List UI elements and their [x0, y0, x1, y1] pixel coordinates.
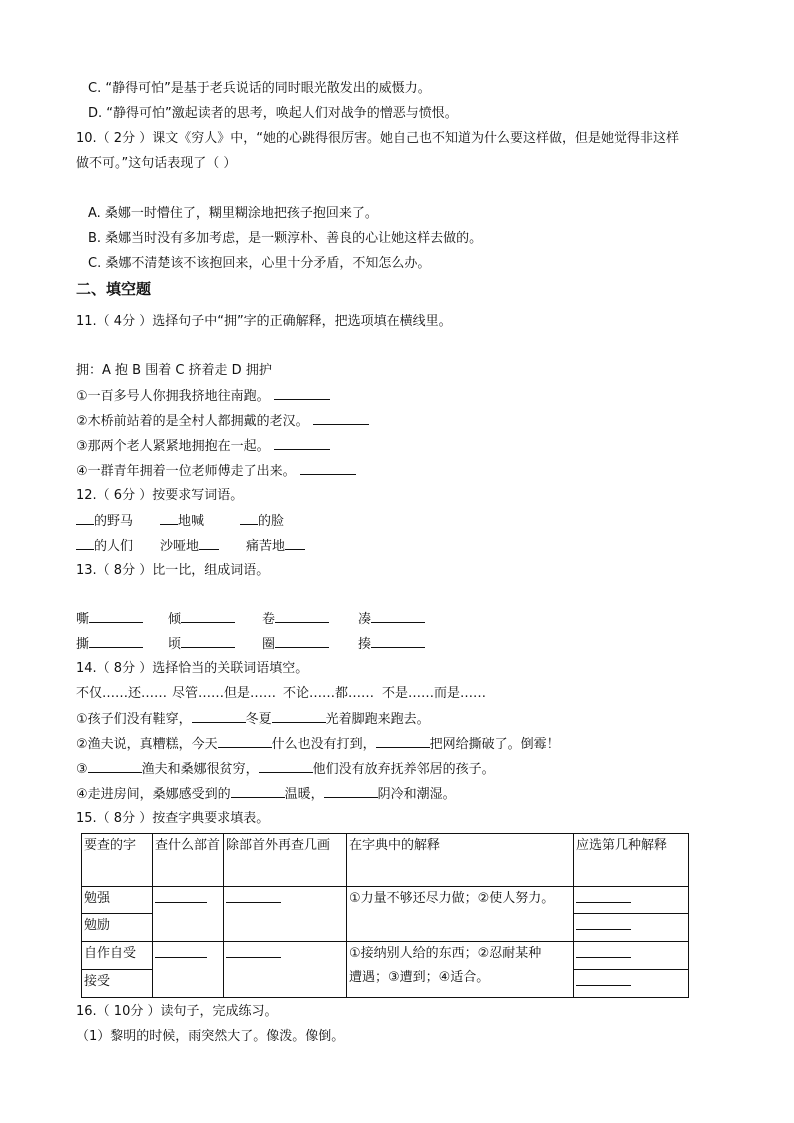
q14-s1-part3: 光着脚跑来跑去。 — [325, 712, 430, 727]
q13-char-juan: 卷 — [262, 612, 276, 627]
q12-row-1 — [76, 512, 133, 531]
q12-row-2b — [160, 537, 219, 556]
q11-item-1 — [76, 387, 330, 406]
g1-choice-blank-1[interactable] — [576, 901, 631, 903]
q12-blank-5[interactable] — [199, 537, 219, 550]
q16-stem: 16.（ 10分 ）读句子，完成练习。 — [76, 1004, 278, 1019]
q12-row-1c — [240, 512, 284, 531]
q14-word-3: 不论……都…… — [283, 686, 375, 701]
g1-choice-blank-2[interactable] — [576, 928, 631, 930]
q11-item-2-text: ②木桥前站着的是全村人都拥戴的老汉。 — [76, 414, 309, 429]
q12-blank-6[interactable] — [285, 537, 305, 550]
q12-row-1b — [160, 512, 204, 531]
q13-char-si2: 撕 — [76, 637, 90, 652]
g2-definition-line1: ①接纳别人给的东西；②忍耐某种 — [349, 946, 542, 961]
q14-sentence-1 — [76, 710, 430, 729]
g2-definition-line2: 遭遇；③遭到；④适合。 — [349, 970, 490, 985]
q13-char-qing2: 顷 — [168, 637, 182, 652]
q13-char-zou: 揍 — [358, 637, 372, 652]
q11-blank-4[interactable] — [300, 462, 356, 475]
g2-choice-blank-1[interactable] — [576, 956, 631, 958]
q14-s1-part1: ①孩子们没有鞋穿， — [76, 712, 192, 727]
q13-r2-c3 — [262, 635, 329, 654]
q13-r1-c2 — [168, 610, 235, 629]
q14-s3-blank1[interactable] — [88, 760, 142, 773]
q13-char-cou: 凑 — [358, 612, 372, 627]
q14-s3-part3: 他们没有放弃抚养邻居的孩子。 — [312, 762, 495, 777]
q14-s3-part2: 渔夫和桑娜很贫穷， — [141, 762, 259, 777]
q11-item-4-text: ④一群青年拥着一位老师傅走了出来。 — [76, 464, 296, 479]
q13-blank-3[interactable] — [275, 610, 329, 623]
g2-radical-cell — [153, 942, 224, 998]
q14-s3-part1: ③ — [76, 762, 88, 777]
q13-char-qing1: 倾 — [168, 612, 182, 627]
q12-word-1: 的野马 — [94, 514, 134, 529]
q13-char-si1: 嘶 — [76, 612, 90, 627]
q11-item-3-text: ③那两个老人紧紧地拥抱在一起。 — [76, 439, 270, 454]
g1-strokes-blank[interactable] — [226, 901, 281, 903]
q11-choices: 拥：A 抱 B 围着 C 挤着走 D 拥护 — [76, 363, 272, 378]
q14-s2-part3: 把网给撕破了。倒霉！ — [429, 737, 560, 752]
q14-word-1: 不仅……还…… — [76, 686, 168, 701]
q14-s4-part2: 温暖， — [284, 787, 324, 802]
q10-option-c: C. 桑娜不清楚该不该抱回来，心里十分矛盾，不知怎么办。 — [88, 256, 431, 271]
g2-definition — [347, 942, 574, 998]
q14-s1-blank2[interactable] — [272, 710, 326, 723]
g2-strokes-cell — [224, 942, 347, 998]
q9-option-d: D. “静得可怕”激起读者的思考，唤起人们对战争的憎恶与愤恨。 — [88, 106, 458, 121]
q14-sentence-4 — [76, 785, 456, 804]
g1-radical-cell — [153, 887, 224, 942]
q13-r2-c2 — [168, 635, 235, 654]
q10-stem-line1: 10.（ 2分 ）课文《穷人》中，“她的心跳得很厉害。她自己也不知道为什么要这样做，但是她觉得非这样 — [76, 131, 679, 146]
q13-blank-1[interactable] — [89, 610, 143, 623]
word-mianqiang: 勉强 — [82, 887, 153, 914]
q14-s3-blank2[interactable] — [259, 760, 313, 773]
section-title-fill-blank: 二、填空题 — [76, 280, 152, 298]
q14-s1-part2: 冬夏 — [245, 712, 272, 727]
q14-sentence-3 — [76, 760, 495, 779]
q12-stem: 12.（ 6分 ）按要求写词语。 — [76, 488, 244, 503]
q13-blank-5[interactable] — [89, 635, 143, 648]
q13-char-quan: 圈 — [262, 637, 276, 652]
q11-item-3 — [76, 437, 330, 456]
g2-choice-blank-2[interactable] — [576, 984, 631, 986]
q11-stem: 11.（ 4分 ）选择句子中“拥”字的正确解释，把选项填在横线里。 — [76, 314, 452, 329]
q14-s2-part2: 什么也没有打到， — [271, 737, 376, 752]
q10-stem-line2: 做不可。”这句话表现了（ ） — [76, 156, 237, 171]
word-jieshou: 接受 — [82, 970, 153, 998]
g2-choice-cell-1 — [574, 942, 689, 970]
g2-strokes-blank[interactable] — [226, 956, 281, 958]
q11-blank-2[interactable] — [313, 412, 369, 425]
q12-word-4: 的人们 — [94, 539, 134, 554]
q14-word-4: 不是……而是…… — [382, 686, 487, 701]
q11-item-1-text: ①一百多号人你拥我挤地往南跑。 — [76, 389, 270, 404]
q12-word-2: 地喊 — [178, 514, 205, 529]
q12-blank-2[interactable] — [160, 512, 178, 525]
header-radical: 查什么部首 — [153, 834, 224, 887]
g1-strokes-cell — [224, 887, 347, 942]
header-char: 要查的字 — [82, 834, 153, 887]
header-strokes: 除部首外再查几画 — [224, 834, 347, 887]
q14-s4-blank1[interactable] — [231, 785, 285, 798]
q13-blank-7[interactable] — [275, 635, 329, 648]
q9-option-c: C. “静得可怕”是基于老兵说话的同时眼光散发出的威慑力。 — [88, 81, 431, 96]
q15-stem: 15.（ 8分 ）按查字典要求填表。 — [76, 811, 270, 826]
q12-row-2 — [76, 537, 133, 556]
g1-definition: ①力量不够还尽力做；②使人努力。 — [347, 887, 574, 942]
q14-s1-blank1[interactable] — [192, 710, 246, 723]
q12-blank-4[interactable] — [76, 537, 94, 550]
q14-s4-part3: 阴冷和潮湿。 — [377, 787, 456, 802]
g1-choice-cell-1 — [574, 887, 689, 914]
q14-s2-blank2[interactable] — [376, 735, 430, 748]
q11-blank-1[interactable] — [274, 387, 330, 400]
q11-item-4 — [76, 462, 356, 481]
q11-blank-3[interactable] — [274, 437, 330, 450]
q11-item-2 — [76, 412, 369, 431]
q13-blank-8[interactable] — [371, 635, 425, 648]
q13-r1-c3 — [262, 610, 329, 629]
q12-blank-1[interactable] — [76, 512, 94, 525]
q16-item-1: （1）黎明的时候，雨突然大了。像泼。像倒。 — [76, 1029, 345, 1044]
q12-word-6: 痛苦地 — [246, 539, 286, 554]
g1-radical-blank[interactable] — [155, 901, 207, 903]
g1-choice-cell-2 — [574, 914, 689, 942]
q12-word-3: 的脸 — [258, 514, 285, 529]
q13-stem: 13.（ 8分 ）比一比，组成词语。 — [76, 563, 270, 578]
header-definition: 在字典中的解释 — [347, 834, 574, 887]
q12-row-2c — [246, 537, 305, 556]
q13-blank-4[interactable] — [371, 610, 425, 623]
word-mianli: 勉励 — [82, 914, 153, 942]
q13-r2-c4 — [358, 635, 425, 654]
g2-radical-blank[interactable] — [155, 956, 207, 958]
q12-blank-3[interactable] — [240, 512, 258, 525]
q10-option-b: B. 桑娜当时没有多加考虑，是一颗淳朴、善良的心让她这样去做的。 — [88, 231, 483, 246]
q14-word-2: 尽管……但是…… — [172, 686, 277, 701]
q14-stem: 14.（ 8分 ）选择恰当的关联词语填空。 — [76, 661, 309, 676]
q14-s2-blank1[interactable] — [218, 735, 272, 748]
q13-r1-c4 — [358, 610, 425, 629]
q14-s2-part1: ②渔夫说，真糟糕，今天 — [76, 737, 218, 752]
q13-blank-2[interactable] — [181, 610, 235, 623]
g2-choice-cell-2 — [574, 970, 689, 998]
q14-sentence-2 — [76, 735, 560, 754]
q12-word-5: 沙哑地 — [160, 539, 200, 554]
dictionary-table — [81, 833, 689, 998]
q13-blank-6[interactable] — [181, 635, 235, 648]
word-zizuozishou: 自作自受 — [82, 942, 153, 970]
q10-option-a: A. 桑娜一时懵住了，糊里糊涂地把孩子抱回来了。 — [88, 206, 378, 221]
q13-r2-c1 — [76, 635, 143, 654]
q14-s4-blank2[interactable] — [324, 785, 378, 798]
header-choice: 应选第几种解释 — [574, 834, 689, 887]
q13-r1-c1 — [76, 610, 143, 629]
q14-s4-part1: ④走进房间，桑娜感受到的 — [76, 787, 231, 802]
